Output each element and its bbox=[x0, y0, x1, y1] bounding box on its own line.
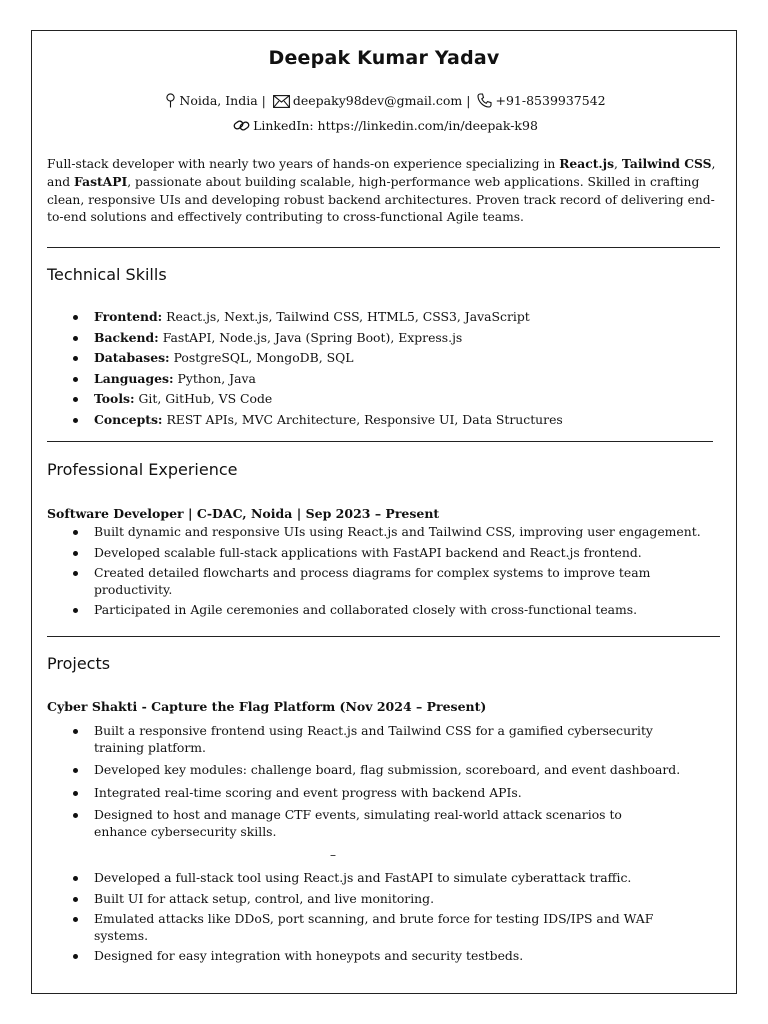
divider bbox=[47, 441, 713, 442]
separator-dash: – bbox=[330, 848, 336, 862]
list-item: Developed a full-stack tool using React.js and FastAPI to simulate cyberattack traffic. bbox=[32, 870, 732, 887]
list-item bbox=[32, 330, 732, 347]
summary-text: , and bbox=[47, 157, 716, 190]
list-item: Developed scalable full-stack applications with FastAPI backend and React.js frontend. bbox=[32, 545, 732, 562]
skills-heading: Technical Skills bbox=[47, 265, 167, 284]
list-item: Created detailed flowcharts and process diagrams for complex systems to improve team productivity. bbox=[32, 565, 654, 598]
map-pin-icon bbox=[165, 93, 176, 112]
project-list bbox=[32, 870, 732, 965]
list-item: Built dynamic and responsive UIs using React.js and Tailwind CSS, improving user engagement. bbox=[32, 524, 732, 541]
list-item bbox=[32, 309, 732, 326]
projects-heading: Projects bbox=[47, 654, 111, 673]
list-item bbox=[32, 350, 732, 367]
linkedin-link[interactable]: LinkedIn: https://linkedin.com/in/deepak-k98 bbox=[253, 118, 538, 133]
experience-heading: Professional Experience bbox=[47, 460, 238, 479]
list-item: Emulated attacks like DDoS, port scanning, and brute force for testing IDS/IPS and WAF systems. bbox=[32, 911, 684, 944]
resume-page bbox=[31, 30, 737, 994]
list-item bbox=[32, 371, 732, 388]
skill-value: Python, Java bbox=[173, 370, 256, 386]
list-item: Built a responsive frontend using React.js and Tailwind CSS for a gamified cybersecurity training platform. bbox=[32, 723, 660, 756]
contact-line bbox=[32, 93, 736, 112]
email-link[interactable]: deepaky98dev@gmail.com bbox=[292, 93, 463, 108]
summary-highlight: React.js bbox=[559, 156, 615, 171]
list-item: Participated in Agile ceremonies and collaborated closely with cross-functional teams. bbox=[32, 602, 732, 619]
summary-highlight: Tailwind CSS bbox=[621, 156, 712, 171]
phone-link[interactable]: +91-8539937542 bbox=[495, 93, 606, 108]
list-item: Developed key modules: challenge board, flag submission, scoreboard, and event dashboard. bbox=[32, 762, 732, 779]
list-item: Designed to host and manage CTF events, simulating real-world attack scenarios to enhance cybersecurity skills. bbox=[32, 807, 674, 840]
project-title: Cyber Shakti - Capture the Flag Platform (Nov 2024 – Present) bbox=[47, 699, 487, 714]
skill-label: Concepts: bbox=[94, 411, 163, 427]
summary-text: , bbox=[614, 157, 622, 171]
summary-paragraph bbox=[47, 155, 727, 226]
skill-value: REST APIs, MVC Architecture, Responsive UI, Data Structures bbox=[162, 411, 563, 427]
experience-list bbox=[32, 524, 732, 619]
skill-value: PostgreSQL, MongoDB, SQL bbox=[169, 350, 354, 365]
list-item: Designed for easy integration with honeypots and security testbeds. bbox=[32, 948, 732, 965]
skills-list bbox=[32, 309, 732, 428]
separator: | bbox=[466, 93, 471, 108]
skill-label: Backend: bbox=[94, 329, 159, 345]
separator: | bbox=[261, 93, 266, 108]
summary-highlight: FastAPI bbox=[74, 174, 128, 190]
skill-value: Git, GitHub, VS Code bbox=[134, 391, 273, 406]
list-item: Built UI for attack setup, control, and live monitoring. bbox=[32, 891, 732, 908]
job-title: Software Developer | C-DAC, Noida | Sep 2023 – Present bbox=[47, 506, 440, 521]
list-item bbox=[32, 412, 732, 429]
divider bbox=[47, 636, 720, 637]
skill-value: FastAPI, Node.js, Java (Spring Boot), Express.js bbox=[158, 329, 463, 345]
location-text: Noida, India bbox=[179, 93, 258, 108]
skill-value: React.js, Next.js, Tailwind CSS, HTML5, CSS3, JavaScript bbox=[162, 309, 530, 324]
candidate-name: Deepak Kumar Yadav bbox=[268, 47, 500, 69]
skill-label: Languages: bbox=[94, 370, 174, 386]
skill-label: Frontend: bbox=[94, 309, 163, 324]
skill-label: Databases: bbox=[94, 350, 170, 365]
list-item: Integrated real-time scoring and event progress with backend APIs. bbox=[32, 785, 732, 802]
summary-text: , passionate about building scalable, high-performance web applications. Skilled in crafting clean, responsive UIs and developing robust backend architectures. Proven track record of delivering end-to-end solutions and effectively contributing to cross-functional Agile teams. bbox=[47, 175, 715, 224]
summary-text: Full-stack developer with nearly two years of hands-on experience specializing in bbox=[47, 157, 560, 171]
linkedin-line bbox=[32, 118, 736, 137]
mail-icon bbox=[273, 95, 290, 112]
skill-label: Tools: bbox=[94, 391, 135, 406]
divider bbox=[47, 247, 720, 248]
list-item bbox=[32, 391, 732, 408]
project-list bbox=[32, 723, 732, 840]
phone-icon bbox=[477, 93, 492, 112]
link-icon bbox=[233, 118, 250, 137]
